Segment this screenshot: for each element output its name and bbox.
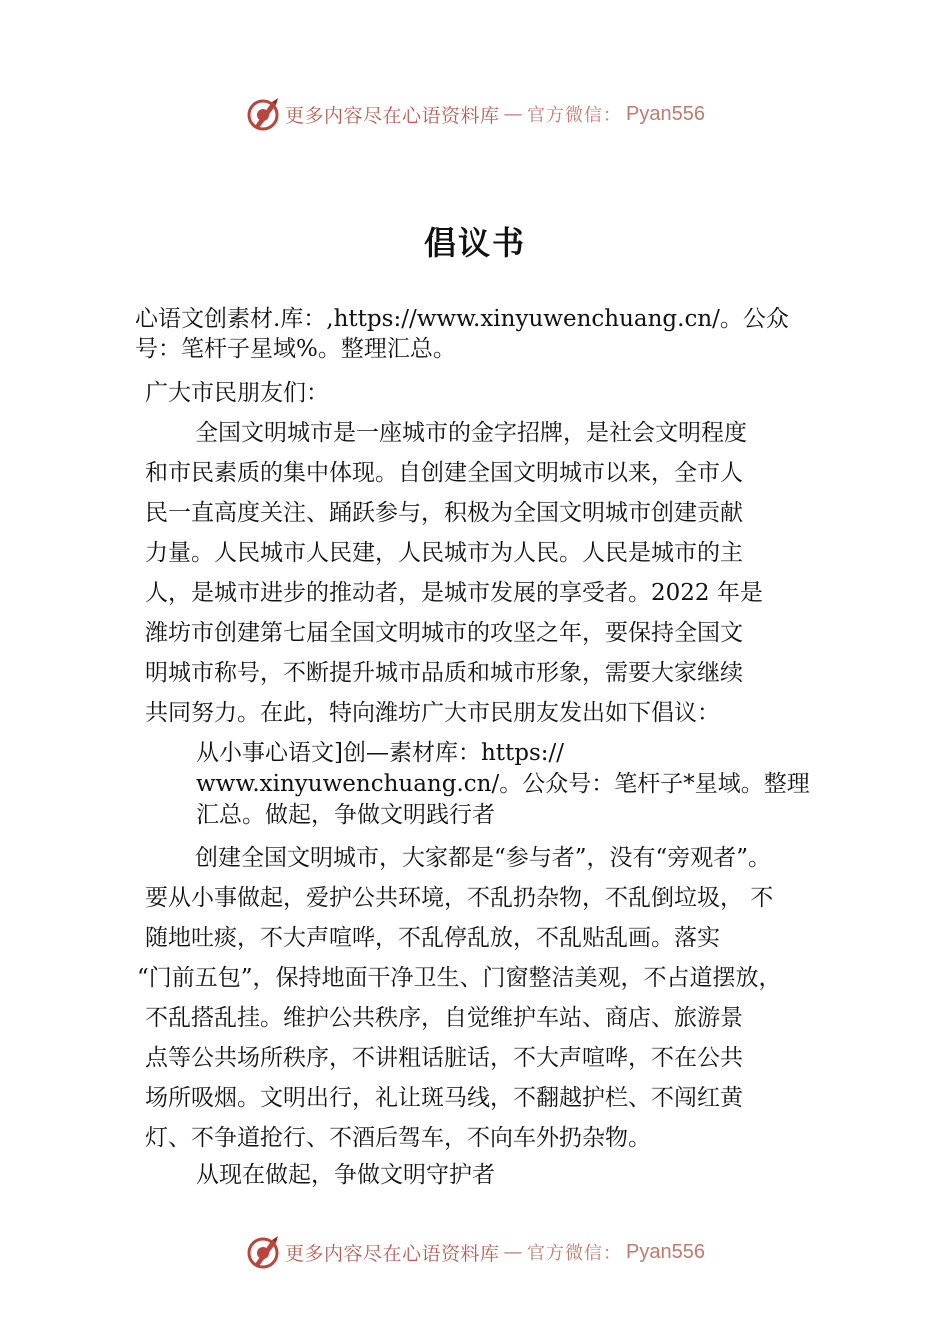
paragraph-line: 和市民素质的集中体现。自创建全国文明城市以来，全市人 [145,460,743,486]
paragraph-line: 共同努力。在此，特向潍坊广大市民朋友发出如下倡议： [145,700,720,726]
banner-brand-text: 更多内容尽在心语资料库 [285,1242,500,1265]
paragraph-participants [137,838,782,1158]
banner-wechat-label: 官方微信： [527,1243,623,1264]
footer-watermark-banner [0,1232,950,1272]
banner-dash: — [503,1241,524,1263]
quill-logo-icon [245,96,281,132]
paragraph-line: 要从小事做起，爱护公共环境，不乱扔杂物，不乱倒垃圾， 不 [145,885,774,911]
paragraph-intro [145,413,763,733]
section-heading-2: 从现在做起，争做文明守护者 [196,1162,495,1188]
paragraph-line: 全国文明城市是一座城市的金字招牌，是社会文明程度 [195,420,747,446]
banner-dash: — [503,103,524,125]
document-title: 倡议书 [423,224,526,262]
paragraph-line: 灯、不争道抢行、不酒后驾车，不向车外扔杂物。 [145,1125,651,1151]
source-note-line: 号：笔杆子星域%。整理汇总。 [135,336,456,362]
greeting: 广大市民朋友们： [145,380,329,406]
paragraph-line: 不乱搭乱挂。维护公共秩序，自觉维护车站、商店、旅游景 [145,1005,743,1031]
banner-wechat-label: 官方微信： [527,105,623,126]
header-watermark-banner [0,94,950,134]
section-heading-line: 从小事心语文]创—素材库：https:// [196,740,565,766]
banner-wechat-id: Pyan556 [626,1240,705,1263]
source-note [135,304,789,364]
paragraph-line: 明城市称号，不断提升城市品质和城市形象，需要大家继续 [145,660,743,686]
quill-logo-icon [245,1234,281,1270]
section-heading-line: www.xinyuwenchuang.cn/。公众号：笔杆子*星域。整理 [196,771,810,797]
source-note-line: 心语文创素材.库：,https://www.xinyuwenchuang.cn/。公众 [135,306,789,332]
paragraph-line: 民一直高度关注、踊跃参与，积极为全国文明城市创建贡献 [145,500,743,526]
paragraph-line: 力量。人民城市人民建，人民城市为人民。人民是城市的主 [145,540,743,566]
paragraph-line: 点等公共场所秩序，不讲粗话脏话，不大声喧哗，不在公共 [145,1045,743,1071]
banner-wechat-id: Pyan556 [626,102,705,125]
section-heading-1 [196,738,810,831]
section-heading-line: 汇总。做起，争做文明践行者 [196,802,495,828]
paragraph-line: 人，是城市进步的推动者，是城市发展的享受者。2022 年是 [145,580,763,606]
paragraph-line: “门前五包”，保持地面干净卫生、门窗整洁美观，不占道摆放， [137,965,782,991]
banner-brand-text: 更多内容尽在心语资料库 [285,104,500,127]
paragraph-line: 潍坊市创建第七届全国文明城市的攻坚之年，要保持全国文 [145,620,743,646]
paragraph-line: 创建全国文明城市，大家都是“参与者”，没有“旁观者”。 [195,845,772,871]
paragraph-line: 随地吐痰，不大声喧哗，不乱停乱放，不乱贴乱画。落实 [145,925,720,951]
paragraph-line: 场所吸烟。文明出行，礼让斑马线，不翻越护栏、不闯红黄 [145,1085,743,1111]
